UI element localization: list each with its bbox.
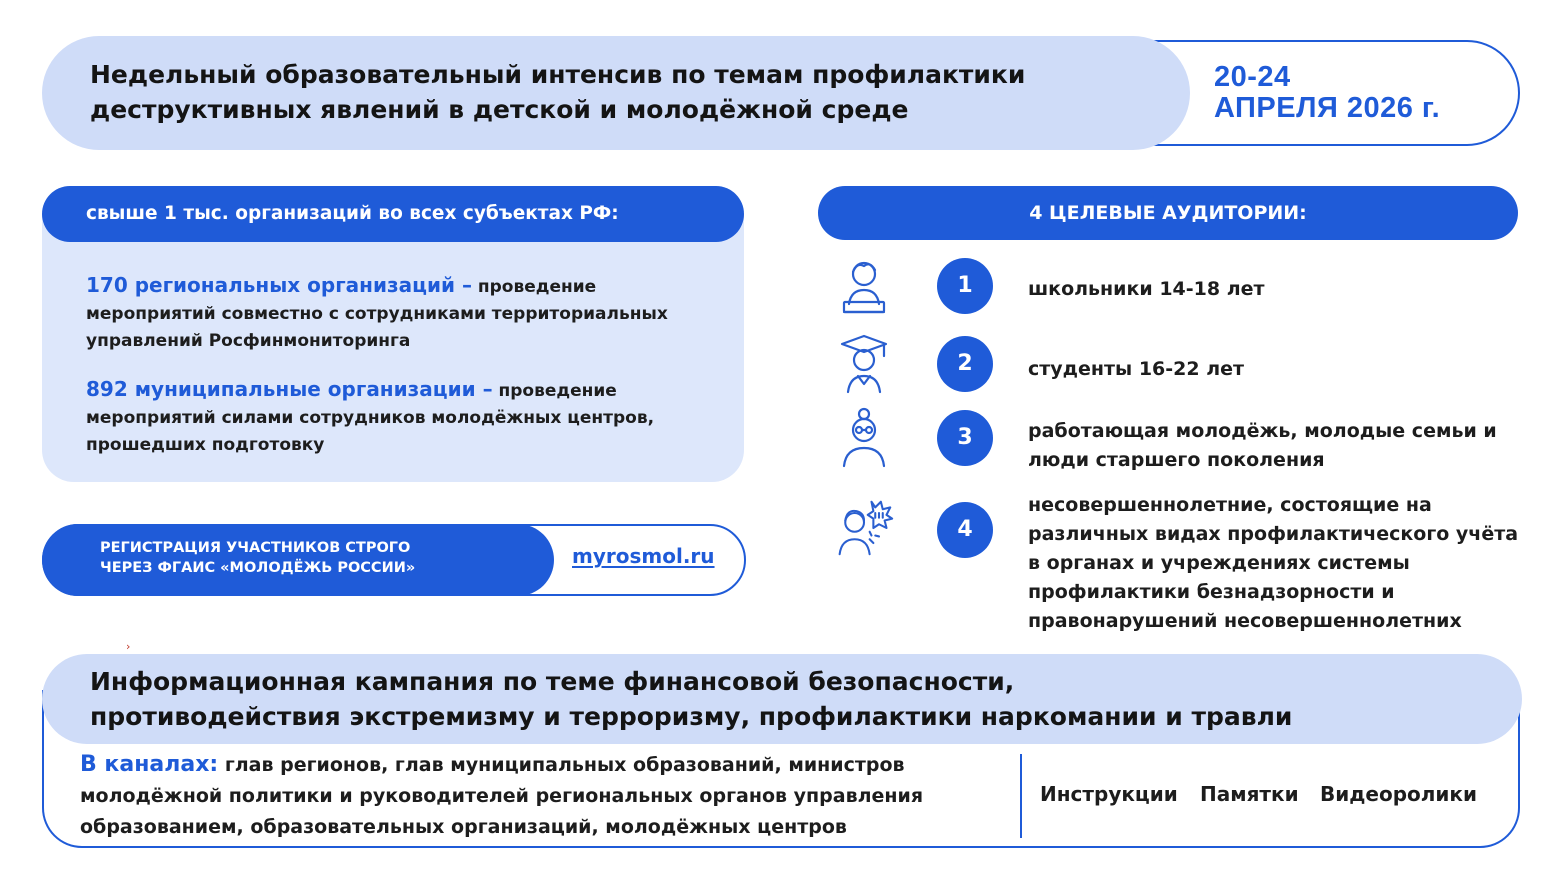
troubled-teen-icon	[834, 496, 894, 560]
organizations-heading: свыше 1 тыс. организаций во всех субъектах РФ:	[42, 186, 744, 242]
divider	[1020, 754, 1022, 838]
date-month-year: АПРЕЛЯ 2026 г.	[1214, 92, 1441, 124]
event-dates	[1214, 62, 1514, 124]
graduate-icon	[834, 332, 894, 396]
audience-text: школьники 14-18 лет	[1028, 278, 1265, 300]
channels-text	[80, 749, 1000, 843]
audience-number: 3	[937, 410, 993, 466]
material-videos: Видеоролики	[1320, 782, 1478, 806]
material-instructions: Инструкции	[1040, 782, 1178, 806]
elderly-person-icon	[834, 404, 894, 468]
audience-text: работающая молодёжь, молодые семьи и люди старшего поколения	[1028, 420, 1497, 471]
schoolchild-icon	[834, 256, 894, 320]
registration-line2: ЧЕРЕЗ ФГАИС «МОЛОДЁЖЬ РОССИИ»	[100, 560, 416, 576]
organization-item-regional	[86, 272, 726, 355]
campaign-title-line2: противодействия экстремизму и терроризму, профилактики наркомании и травли	[90, 702, 1293, 731]
page-title-line1: Недельный образовательный интенсив по темам профилактики	[90, 60, 1026, 89]
audience-number: 2	[937, 336, 993, 392]
registration-label	[42, 524, 554, 596]
stray-mark: ›	[126, 640, 131, 653]
channels-label: В каналах:	[80, 752, 219, 777]
registration-link[interactable]: myrosmol.ru	[572, 544, 715, 568]
audience-number: 4	[937, 502, 993, 558]
campaign-title	[90, 664, 1510, 734]
organization-item-text: проведение мероприятий силами сотрудников молодёжных центров, прошедших подготовку	[86, 381, 655, 455]
organization-item-text: проведение мероприятий совместно с сотрудниками территориальных управлений Росфинмониторинга	[86, 277, 668, 351]
audience-number: 1	[937, 258, 993, 314]
organization-item-highlight: 892 муниципальные организации –	[86, 377, 493, 401]
organization-item-municipal	[86, 376, 726, 459]
page-title-line2: деструктивных явлений в детской и молодёжной среде	[90, 95, 909, 124]
campaign-title-line1: Информационная кампания по теме финансовой безопасности,	[90, 667, 1015, 696]
registration-line1: РЕГИСТРАЦИЯ УЧАСТНИКОВ СТРОГО	[100, 540, 411, 556]
channels-list: глав регионов, глав муниципальных образований, министров молодёжной политики и руководителей региональных органов управления образованием, образовательных организаций, молодёжных центров	[80, 754, 924, 838]
date-range: 20-24	[1214, 61, 1291, 93]
audience-text: несовершеннолетние, состоящие на различных видах профилактического учёта в органах и учреждениях системы профилактики безнадзорности и правонарушений несовершеннолетних	[1028, 494, 1519, 632]
audiences-heading: 4 ЦЕЛЕВЫЕ АУДИТОРИИ:	[818, 186, 1518, 240]
material-memos: Памятки	[1200, 782, 1299, 806]
organization-item-highlight: 170 региональных организаций –	[86, 273, 472, 297]
page-title	[90, 57, 1170, 127]
audience-text: студенты 16-22 лет	[1028, 358, 1245, 380]
